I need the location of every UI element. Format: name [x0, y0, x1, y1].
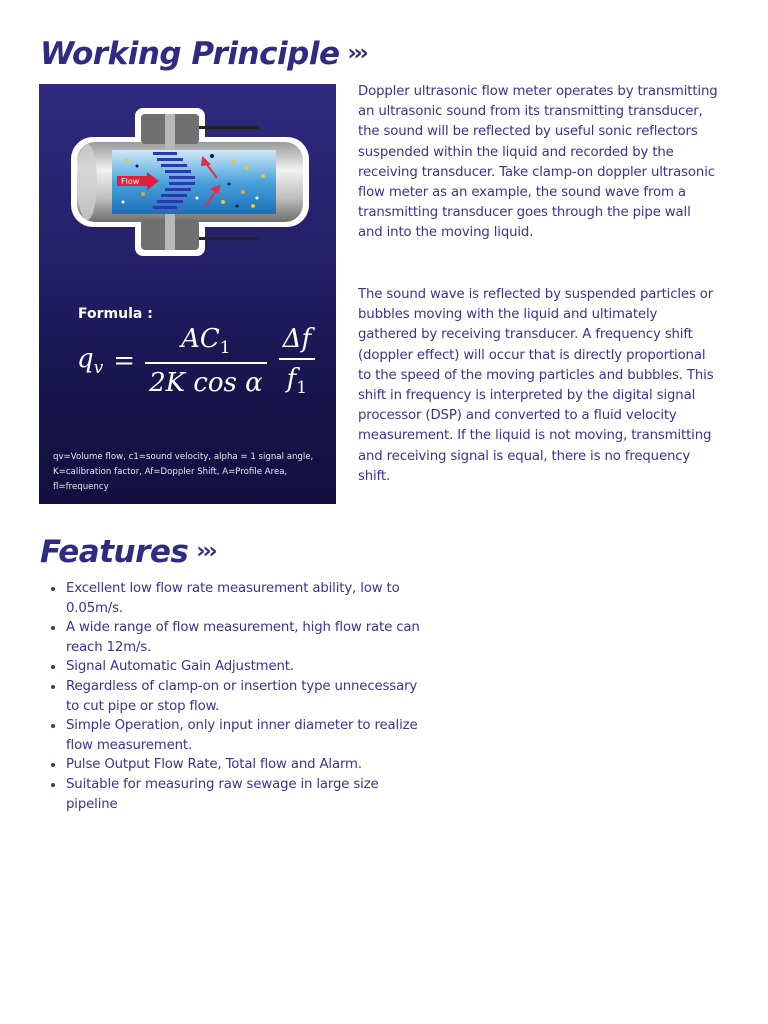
chevrons-icon: ›››	[196, 539, 215, 564]
flow-meter-illustration	[57, 102, 319, 262]
formula-fraction-2: $\frac{\Delta f}{f_1}$	[279, 324, 315, 398]
working-principle-heading	[40, 36, 366, 72]
principle-paragraph-2: The sound wave is reflected by suspended particles or bubbles moving with the liquid and ultimately gathered by receiving transducer. A frequency shift (doppler effect) will occur that is directly proportional to the speed of the moving particles and bubbles. This shift in frequency is interpreted by the digital signal processor (DSP) and converted to a fluid velocity measurement. If the liquid is not moving, transmitting and receiving signal is equal, there is no frequency shift.	[358, 287, 714, 484]
formula-panel	[39, 84, 336, 504]
formula-lhs: $q_v$	[77, 344, 104, 379]
heading-text: Features	[40, 534, 189, 570]
list-item: Signal Automatic Gain Adjustment.	[66, 657, 426, 677]
list-item: A wide range of flow measurement, high flow rate can reach 12m/s.	[66, 618, 426, 657]
features-list	[48, 579, 426, 814]
formula-equals: =	[113, 346, 136, 377]
formula-fraction-1: $\frac{AC_1}{\text{2K cos α}}$	[145, 324, 267, 398]
formula-legend: qv=Volume flow, c1=sound velocity, alpha = 1 signal angle, K=calibration factor, Af=Doppler Shift, A=Profile Area, fl=frequency	[53, 452, 314, 492]
chevrons-icon: ›››	[347, 41, 366, 66]
list-item: Pulse Output Flow Rate, Total flow and Alarm.	[66, 755, 426, 775]
principle-paragraph-1: Doppler ultrasonic flow meter operates by transmitting an ultrasonic sound from its transmitting transducer, the sound will be reflected by useful sonic reflectors suspended within the liquid and recorded by the receiving transducer. Take clamp-on doppler ultrasonic flow meter as an example, the sound wave from a transmitting transducer goes through the pipe wall and into the moving liquid.	[358, 84, 718, 241]
list-item: Excellent low flow rate measurement ability, low to 0.05m/s.	[66, 579, 426, 618]
list-item: Regardless of clamp-on or insertion type unnecessary to cut pipe or stop flow.	[66, 677, 426, 716]
list-item: Simple Operation, only input inner diameter to realize flow measurement.	[66, 716, 426, 755]
heading-text: Working Principle	[40, 36, 340, 72]
features-heading	[40, 534, 215, 570]
flow-label: Flow	[121, 177, 140, 186]
formula	[77, 324, 327, 398]
list-item: Suitable for measuring raw sewage in large size pipeline	[66, 775, 426, 814]
formula-label: Formula :	[78, 306, 153, 322]
